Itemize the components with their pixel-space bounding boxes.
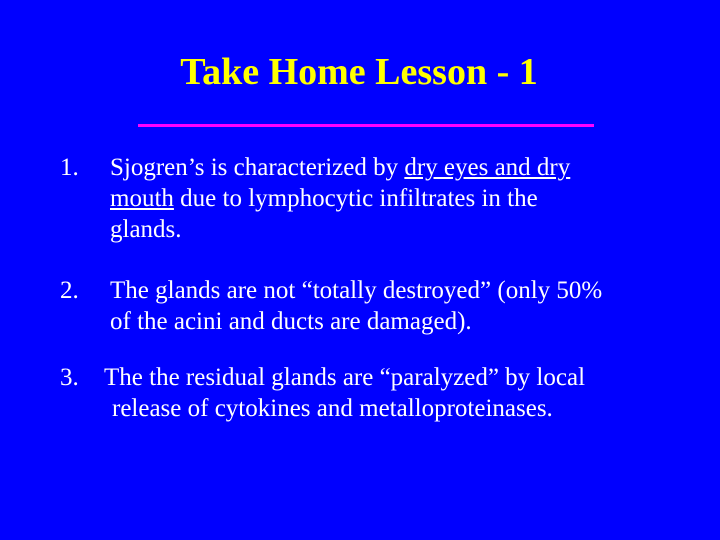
item-text [110,275,602,337]
item-number: 2. [60,277,79,304]
slide-title: Take Home Lesson - 1 [180,51,538,93]
item-line [110,152,570,183]
item-line [110,183,570,214]
item-text [104,362,585,424]
item-line: release of cytokines and metalloproteinases. [112,395,553,422]
item-text-segment: Sjogren’s is characterized by [110,154,405,181]
underlined-text: mouth [110,185,174,212]
item-number: 3. [60,364,79,391]
item-number: 1. [60,154,79,181]
title-divider [138,124,594,127]
item-line: The the residual glands are “paralyzed” by local [104,364,586,391]
item-line: glands. [110,216,182,243]
item-text-segment: due to lymphocytic infiltrates in the [173,185,538,212]
item-line: of the acini and ducts are damaged). [110,308,472,335]
item-line: The glands are not “totally destroyed” (only 50% [110,277,603,304]
underlined-text: dry eyes and dry [404,154,571,181]
item-text [110,152,570,245]
